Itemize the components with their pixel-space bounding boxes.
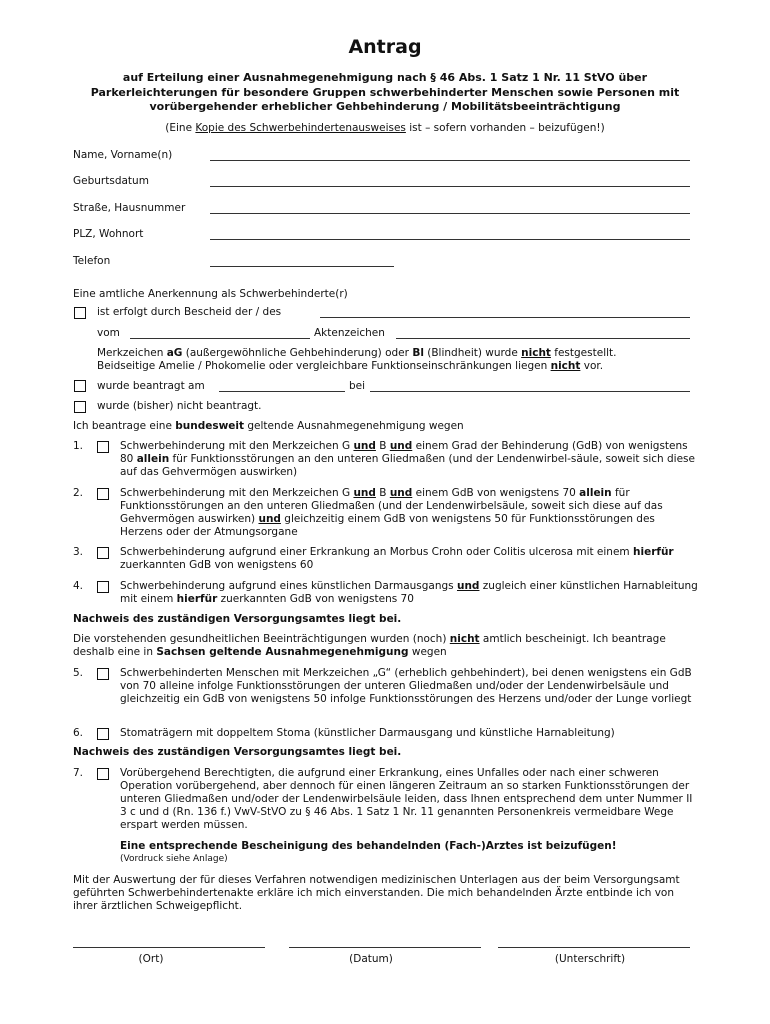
item-3-text: Schwerbehinderung aufgrund einer Erkrankung an Morbus Crohn oder Colitis ulcerosa mit einem hierfür zuerkannten GdB von wenigstens 60 [120,546,674,571]
date-label: (Datum) [349,953,393,965]
item-7-text: Vorübergehend Berechtigten, die aufgrund einer Erkrankung, eines Unfalles oder nach einer schweren Operation vorübergehend, aber dennoch für einen längeren Zeitraum an so starken Funktionsstörungen der unteren Gliedmaßen und/oder der Lendenwirbelsäule leiden, dass Ihnen entsprechend dem unter Nummer II 3 c und d (Rn. 136 f.) VwV-StVO zu § 46 Abs. 1 Satz 1 Nr. 11 genannten Personenkreis vermeidbare Wege erspart werden müssen. [120,767,693,831]
recognition-none-checkbox[interactable] [74,401,86,413]
bei-label: bei [349,380,366,392]
proof-note-1: Nachweis des zuständigen Versorgungsamtes liegt bei. [73,613,402,625]
applied-authority-input-line[interactable] [370,391,690,392]
certificate-note: (Vordruck siehe Anlage) [120,854,228,864]
item-4-number: 4. [73,580,84,592]
recognition-done-checkbox[interactable] [74,307,86,319]
city-label: PLZ, Wohnort [73,228,144,240]
applied-date-input-line[interactable] [219,391,345,392]
birth-label: Geburtsdatum [73,175,149,187]
form-title: Antrag [348,36,422,58]
date-signature-line[interactable] [289,947,481,948]
signature-label: (Unterschrift) [554,953,626,965]
merkzeichen-statement: Merkzeichen aG (außergewöhnliche Gehbehinderung) oder Bl (Blindheit) wurde nicht festgestellt. Beidseitige Amelie / Phokomelie oder vergleichbare Funktionseinschränkungen liegen nicht vor. [97,347,617,372]
name-input-line[interactable] [210,160,690,161]
name-label: Name, Vorname(n) [73,149,173,161]
vom-input-line[interactable] [130,338,310,339]
item-1-checkbox[interactable] [97,441,109,453]
item-7-checkbox[interactable] [97,768,109,780]
item-5-number: 5. [73,667,84,679]
street-label: Straße, Hausnummer [73,202,186,214]
authority-input-line[interactable] [320,317,690,318]
vom-label: vom [97,327,120,339]
item-2-text: Schwerbehinderung mit den Merkzeichen G und B und einem GdB von wenigstens 70 allein für Funktionsstörungen an den unteren Gliedmaßen (und der Lendenwirbelsäule, soweit sich diese auf das Gehvermögen auswirken) und gleichzeitig einem GdB von wenigstens 50 für Funktionsstörungen des Herzens oder der Atmungsorgane [120,487,663,538]
phone-input-line[interactable] [210,266,394,267]
city-input-line[interactable] [210,239,690,240]
birth-input-line[interactable] [210,186,690,187]
item-7-number: 7. [73,767,84,779]
item-1-text: Schwerbehinderung mit den Merkzeichen G und B und einem Grad der Behinderung (GdB) von wenigstens 80 allein für Funktionsstörungen an den unteren Gliedmaßen (und der Lendenwirbel-säule, soweit sich diese auf das Gehvermögen auswirken) [120,440,695,478]
phone-label: Telefon [73,255,111,267]
item-3-checkbox[interactable] [97,547,109,559]
certificate-required: Eine entsprechende Bescheinigung des behandelnden (Fach-)Arztes ist beizufügen! [120,840,617,852]
item-5-text: Schwerbehinderten Menschen mit Merkzeichen „G“ (erheblich gehbehindert), bei denen wenigstens ein GdB von 70 alleine infolge Funktionsstörungen der unteren Gliedmaßen und/oder der Lendenwirbelsäule und gleichzeitig ein GdB von wenigstens 50 infolge Funktionsstörungen des Herzens und/oder der Lunge vorliegt [120,667,692,705]
consent-statement: Mit der Auswertung der für dieses Verfahren notwendigen medizinischen Unterlagen aus der beim Versorgungsamt geführten Schwerbehindertenakte erkläre ich mich einverstanden. Die mich behandelnden Ärzte entbinde ich von ihrer ärztlichen Schweigepflicht. [73,874,680,912]
apply-nationwide: Ich beantrage eine bundesweit geltende Ausnahmegenehmigung wegen [73,420,464,432]
item-6-checkbox[interactable] [97,728,109,740]
sign-signature-line[interactable] [498,947,690,948]
proof-note-2: Nachweis des zuständigen Versorgungsamtes liegt bei. [73,746,402,758]
place-signature-line[interactable] [73,947,265,948]
recognition-applied-label: wurde beantragt am [97,380,205,392]
copy-note-link: Kopie des Schwerbehindertenausweises [195,122,406,134]
recognition-applied-checkbox[interactable] [74,380,86,392]
item-4-checkbox[interactable] [97,581,109,593]
item-2-number: 2. [73,487,84,499]
copy-note: (Eine Kopie des Schwerbehindertenausweises ist – sofern vorhanden – beizufügen!) [165,122,605,134]
form-subtitle: auf Erteilung einer Ausnahmegenehmigung nach § 46 Abs. 1 Satz 1 Nr. 11 StVO über Parkerleichterungen für besondere Gruppen schwerbehinderter Menschen sowie Personen mit vorübergehender erheblicher Gehbehinderung / Mobilitätsbeeinträchtigung [90,71,680,113]
recognition-none-label: wurde (bisher) nicht beantragt. [97,400,262,412]
item-3-number: 3. [73,546,84,558]
item-1-number: 1. [73,440,84,452]
street-input-line[interactable] [210,213,690,214]
item-5-checkbox[interactable] [97,668,109,680]
aktenzeichen-label: Aktenzeichen [314,327,385,339]
item-2-checkbox[interactable] [97,488,109,500]
item-6-number: 6. [73,727,84,739]
aktenzeichen-input-line[interactable] [396,338,690,339]
place-label: (Ort) [138,953,164,965]
recognition-heading: Eine amtliche Anerkennung als Schwerbehinderte(r) [73,288,348,300]
saxony-statement: Die vorstehenden gesundheitlichen Beeinträchtigungen wurden (noch) nicht amtlich bescheinigt. Ich beantrage deshalb eine in Sachsen geltende Ausnahmegenehmigung wegen [73,633,666,658]
item-4-text: Schwerbehinderung aufgrund eines künstlichen Darmausgangs und zugleich einer künstlichen Harnableitung mit einem hierfür zuerkannten GdB von wenigstens 70 [120,580,698,605]
recognition-done-label: ist erfolgt durch Bescheid der / des [97,306,282,318]
item-6-text: Stomaträgern mit doppeltem Stoma (künstlicher Darmausgang und künstliche Harnableitung) [120,727,615,739]
